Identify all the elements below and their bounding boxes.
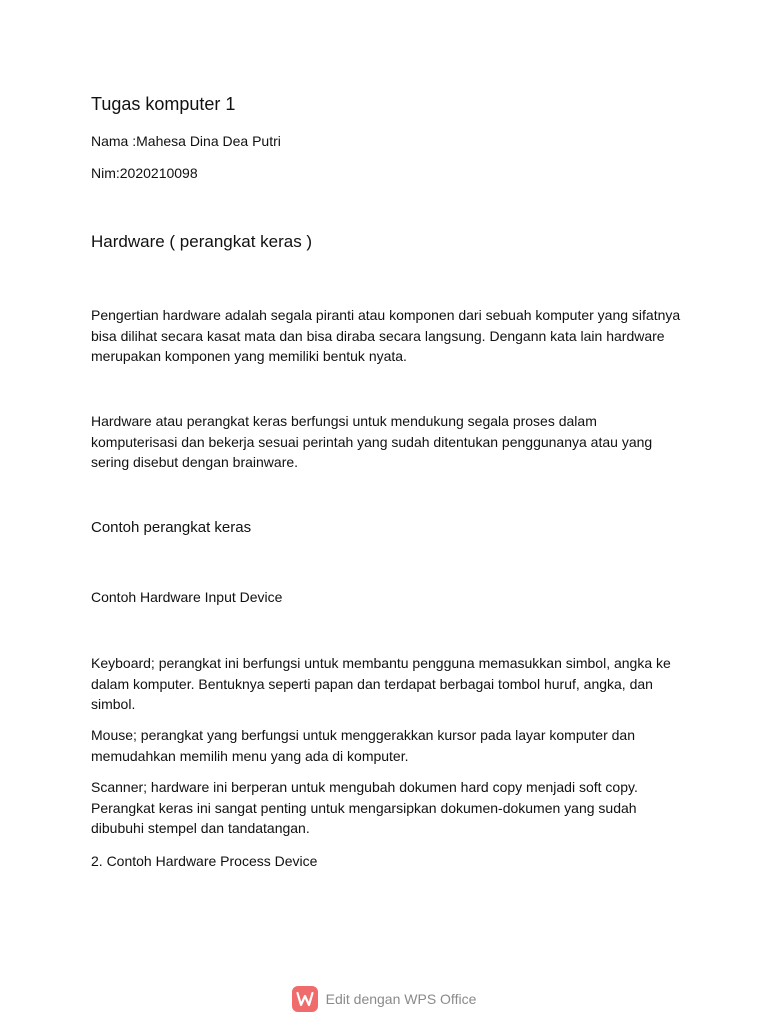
document-title: Tugas komputer 1: [91, 94, 236, 114]
wps-edit-footer[interactable]: [0, 985, 768, 1013]
footer-label: Edit dengan WPS Office: [325, 991, 477, 1007]
section-heading-hardware: Hardware ( perangkat keras ): [91, 232, 313, 251]
wps-office-icon: [292, 986, 318, 1012]
paragraph-pengertian: Pengertian hardware adalah segala piranti atau komponen dari sebuah komputer yang sifatnya bisa dilihat secara kasat mata dan bisa diraba secara langsung. Dengann kata lain hardware merupakan komponen yang memiliki bentuk nyata.: [91, 307, 681, 364]
nim-line: Nim:2020210098: [91, 165, 198, 181]
subsection-heading-input: Contoh Hardware Input Device: [91, 589, 283, 605]
paragraph-scanner: Scanner; hardware ini berperan untuk mengubah dokumen hard copy menjadi soft copy. Perangkat keras ini sangat penting untuk mengarsipkan dokumen-dokumen yang sudah dibubuhi stempel dan tandatangan.: [91, 779, 638, 836]
name-line: Nama :Mahesa Dina Dea Putri: [91, 133, 281, 149]
paragraph-mouse: Mouse; perangkat yang berfungsi untuk menggerakkan kursor pada layar komputer dan memudahkan memilih menu yang ada di komputer.: [91, 727, 635, 764]
paragraph-keyboard: Keyboard; perangkat ini berfungsi untuk membantu pengguna memasukkan simbol, angka ke dalam komputer. Bentuknya seperti papan dan terdapat berbagai tombol huruf, angka, dan simbol.: [91, 655, 671, 712]
paragraph-fungsi: Hardware atau perangkat keras berfungsi untuk mendukung segala proses dalam komputerisasi dan bekerja sesuai perintah yang sudah ditentukan penggunanya atau yang sering disebut dengan brainware.: [91, 413, 653, 470]
subsection-heading-process: 2. Contoh Hardware Process Device: [91, 853, 318, 869]
section-heading-contoh: Contoh perangkat keras: [91, 519, 252, 536]
